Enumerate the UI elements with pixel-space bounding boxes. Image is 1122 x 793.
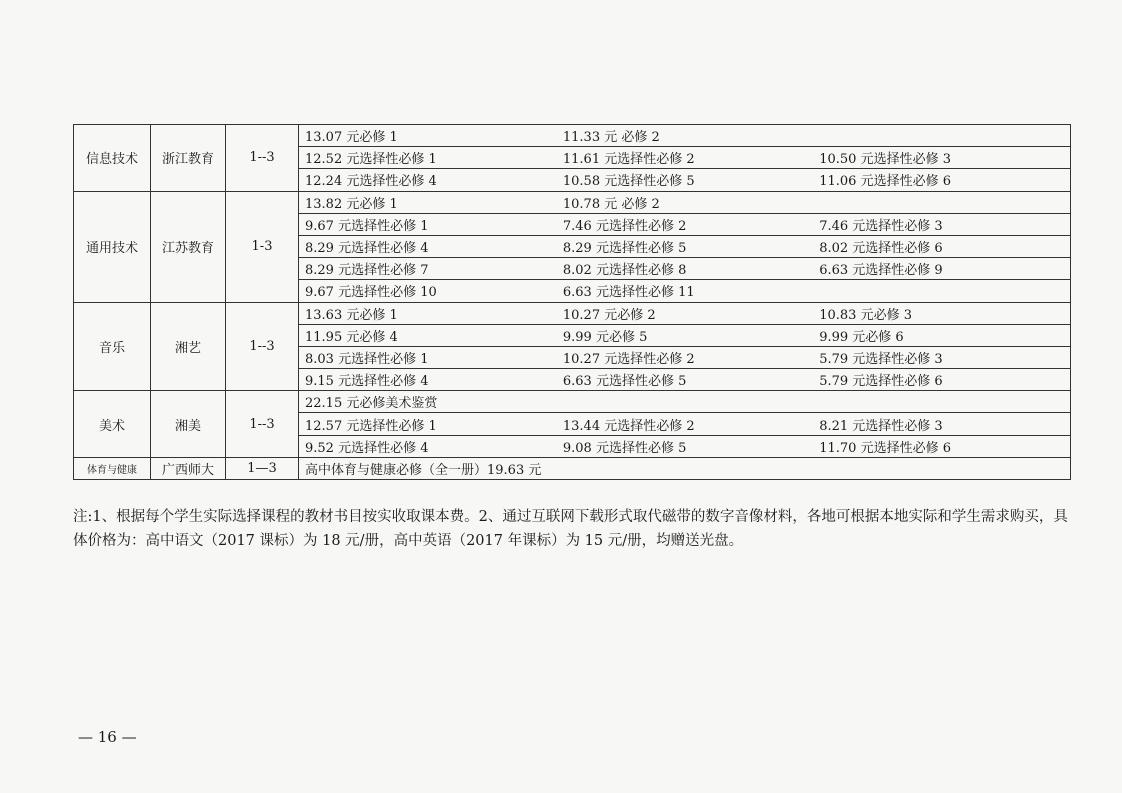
price-cell: 8.21 元选择性必修 3: [813, 413, 1070, 435]
table-row: [74, 302, 1071, 324]
price-cell: [813, 125, 1070, 147]
price-cell: 9.52 元选择性必修 4: [299, 435, 557, 457]
price-cell: 10.50 元选择性必修 3: [813, 147, 1070, 169]
subject-cell: 音乐: [74, 302, 151, 391]
price-cell: 11.70 元选择性必修 6: [813, 435, 1070, 457]
price-cell: 8.02 元选择性必修 6: [813, 235, 1070, 257]
price-cell: 6.63 元选择性必修 5: [557, 369, 813, 391]
price-cell: 9.67 元选择性必修 1: [299, 213, 557, 235]
price-cell: 6.63 元选择性必修 9: [813, 258, 1070, 280]
price-cell: 13.63 元必修 1: [299, 302, 557, 324]
price-cell: 12.57 元选择性必修 1: [299, 413, 557, 435]
price-cell: 5.79 元选择性必修 3: [813, 346, 1070, 368]
grade-cell: 1--3: [226, 302, 299, 391]
price-cell: 高中体育与健康必修（全一册）19.63 元: [299, 457, 1071, 479]
price-cell: 10.78 元 必修 2: [557, 191, 813, 213]
price-cell: [813, 391, 1070, 413]
footnote: 注:1、根据每个学生实际选择课程的教材书目按实收取课本费。2、通过互联网下载形式取代磁带的数字音像材料，各地可根据本地实际和学生需求购买，具体价格为：高中语文（2017 课标）为 18 元/册，高中英语（2017 年课标）为 15 元/册，均赠送光盘。: [73, 509, 1068, 549]
subject-cell: 体育与健康: [74, 457, 151, 479]
price-cell: 9.08 元选择性必修 5: [557, 435, 813, 457]
table-row: [74, 457, 1071, 479]
grade-cell: 1—3: [226, 457, 299, 479]
grade-cell: 1--3: [226, 125, 299, 192]
page-number: — 16 —: [78, 728, 137, 746]
publisher-cell: 湘美: [151, 391, 226, 458]
price-cell: 9.67 元选择性必修 10: [299, 280, 557, 302]
publisher-cell: 浙江教育: [151, 125, 226, 192]
publisher-cell: 江苏教育: [151, 191, 226, 302]
price-cell: 11.06 元选择性必修 6: [813, 169, 1070, 191]
price-cell: 13.44 元选择性必修 2: [557, 413, 813, 435]
price-cell: 12.24 元选择性必修 4: [299, 169, 557, 191]
price-cell: 13.82 元必修 1: [299, 191, 557, 213]
publisher-cell: 广西师大: [151, 457, 226, 479]
price-cell: 7.46 元选择性必修 3: [813, 213, 1070, 235]
price-cell: 6.63 元选择性必修 11: [557, 280, 813, 302]
subject-cell: 信息技术: [74, 125, 151, 192]
price-cell: 8.02 元选择性必修 8: [557, 258, 813, 280]
price-cell: 10.83 元必修 3: [813, 302, 1070, 324]
price-cell: 8.29 元选择性必修 5: [557, 235, 813, 257]
price-cell: 9.99 元必修 5: [557, 324, 813, 346]
price-cell: 11.95 元必修 4: [299, 324, 557, 346]
price-cell: 9.99 元必修 6: [813, 324, 1070, 346]
price-cell: 8.03 元选择性必修 1: [299, 346, 557, 368]
price-cell: 12.52 元选择性必修 1: [299, 147, 557, 169]
textbook-price-table: [73, 124, 1071, 480]
price-cell: 13.07 元必修 1: [299, 125, 557, 147]
table-row: [74, 191, 1071, 213]
price-cell: [813, 280, 1070, 302]
price-cell: 10.58 元选择性必修 5: [557, 169, 813, 191]
table-row: [74, 391, 1071, 413]
price-cell: [557, 391, 813, 413]
price-cell: 7.46 元选择性必修 2: [557, 213, 813, 235]
price-cell: 9.15 元选择性必修 4: [299, 369, 557, 391]
publisher-cell: 湘艺: [151, 302, 226, 391]
price-cell: 8.29 元选择性必修 7: [299, 258, 557, 280]
subject-cell: 美术: [74, 391, 151, 458]
price-cell: 10.27 元必修 2: [557, 302, 813, 324]
price-cell: 5.79 元选择性必修 6: [813, 369, 1070, 391]
price-cell: 8.29 元选择性必修 4: [299, 235, 557, 257]
price-cell: 22.15 元必修美术鉴赏: [299, 391, 557, 413]
grade-cell: 1--3: [226, 391, 299, 458]
price-cell: [813, 191, 1070, 213]
price-cell: 10.27 元选择性必修 2: [557, 346, 813, 368]
price-cell: 11.61 元选择性必修 2: [557, 147, 813, 169]
grade-cell: 1-3: [226, 191, 299, 302]
price-cell: 11.33 元 必修 2: [557, 125, 813, 147]
table-row: [74, 125, 1071, 147]
subject-cell: 通用技术: [74, 191, 151, 302]
